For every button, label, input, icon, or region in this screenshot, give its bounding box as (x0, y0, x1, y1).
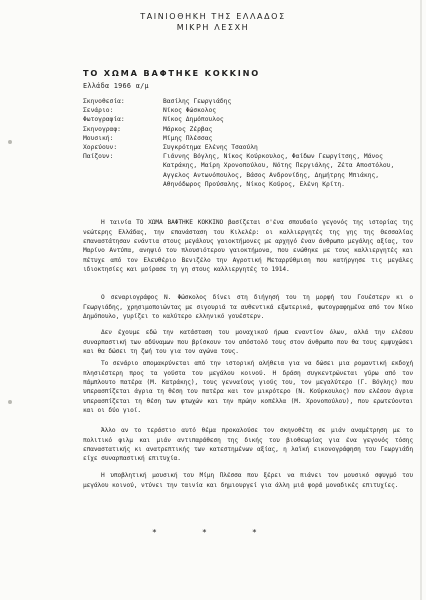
body-paragraph: Ο σεναριογράφος Ν. Φώσκολος δίνει στη διήγησή του τη μορφή του Γουέστερν κι ο Γεωργιάδης, χρησιμοποιώντας με σιγουριά τα αυθεντικά εξωτερικά, φωτογραφημένα από τον Νίκο Δημόπουλο, γυρίζει το καλύτερο ελληνικό γουέστερν. (83, 294, 413, 320)
credit-value: Νίκος Φώσκολος (163, 107, 217, 115)
credit-label: Χορεύουν: (83, 144, 118, 152)
binder-punch-hole (8, 140, 12, 144)
body-paragraph: Δεν έχουμε εδώ την κατάσταση του μοναχικού ήρωα εναντίον όλων, αλλά την ελέσου συναρπαστική των αδύναμων που βρίσκουν τον απόστολό τους στον άνθρωπο που θα τους εμψυχώσει και θα δώσει τη ζωή του για τον αγώνα τους. (83, 329, 413, 355)
credit-row-director (83, 97, 413, 106)
body-paragraph: Το σενάριο απομακρύνεται από την ιστορική αλήθεια για να δώσει μια ρομαντική εκδοχή πλησιέστερη προς τα γούστα του μεγάλου κοινού. Η δράση συγκεντρώνεται γύρω από τον πάμπλουτο πατέρα (Μ. Κατράκης), τους γενναίους γιούς του, τον μεγαλύτερο (Γ. Βόγλης) που υπερασπίζεται άγρια τη θέση του πατέρα και τον μικρότερο (Ν. Κούρκουλος) που ελέσου άγρια υπερασπίζεται τη θέση των φτωχών και την πρώην κοπέλλα (Μ. Χρονοπούλου), που ερωτεύονται και οι δύο γιοί. (83, 360, 413, 415)
credit-value: Γιάννης Βόγλης, Νίκος Κούρκουλος, Φαίδων Γεωργίτσης, Μάνος Κατράκης, Μαίρη Χρονοπούλου, Νότης Περγιάλης, Ζέτα Αποστόλου, Αγγελος Αντωνόπουλος, Βάσος Ανδρονίδης, Δημήτρης Μπιάκης, Αθηνόδωρος Προύσαλης, Νίκος Κούρος, Ελένη Κρίτη. (163, 153, 395, 188)
credit-row-music (83, 134, 413, 143)
body-paragraph: Η ταινία ΤΟ ΧΩΜΑ ΒΑΦΤΗΚΕ ΚΟΚΚΙΝΟ βασίζεται σ'ένα σπουδαίο γεγονός της ιστορίας της νεώτερης Ελλάδας, την επανάσταση του Κιλελέρ: οι καλλιεργητές της γης της Θεσσαλίας επαναστάτησαν ενάντια στους μεγάλους γαιοκτήμονες με αρχηγό έναν άνθρωπο μεγάλης αξίας, τον Μαρίνο Αντύπα, ανηψιό του πλουσιότερου γαιοκτήμονα, που ενώθηκε με τους καλλιεργητές και πέτυχε από τον Ελευθέριο Βενιζέλο την Αγροτική Μεταρρύθμιση που κατήργησε τις μεγάλες ιδιοκτησίες και μοίρασε τη γη στους καλλιεργητές το 1914. (83, 219, 413, 274)
credits-list (83, 97, 413, 189)
credit-value: Μίμης Πλέσσας (163, 134, 213, 142)
credit-label: Σκηνογραφ: (83, 125, 121, 133)
archive-name: ΤΑΙΝΙΟΘΗΚΗ ΤΗΣ ΕΛΛΑΔΟΣ (140, 12, 286, 21)
credit-value: Νίκος Δημόπουλος (163, 116, 224, 124)
binder-punch-hole (8, 400, 12, 404)
credit-row-photography (83, 115, 413, 124)
credit-value: Συγκρότημα Ελένης Τσαούλη (163, 144, 258, 152)
credit-row-set-design (83, 125, 413, 134)
paper-edge-shadow (420, 0, 422, 600)
asterisk-mark: * (252, 528, 257, 537)
asterisk-mark: * (202, 528, 207, 537)
credit-label: Παίζουν: (83, 153, 114, 161)
credit-value: Βασίλης Γεωργιάδης (163, 98, 232, 105)
credit-label: Φωτογραφία: (83, 116, 125, 124)
asterisk-mark: * (152, 528, 157, 537)
film-title: ΤΟ ΧΩΜΑ ΒΑΦΤΗΚΕ ΚΟΚΚΙΝΟ (83, 68, 261, 78)
body-paragraph: Άλλο αν το τεράστιο αυτό θέμα προκαλούσε τον σκηνοθέτη σε μιάν αναμέτρηση με το πολιτικό φιλμ και μιάν αντιπαράθεση της δικής του βιοθεωρίας για ένα γεγονός τόσης επαναστατικής κι ανατρεπτικής των κατεστημένων αξίας, η λαϊκή εικονογράφηση του Γεωργιάδη είχε συναρπαστική επιτυχία. (83, 427, 413, 463)
credit-row-cast (83, 152, 413, 189)
credit-row-dancers (83, 143, 413, 152)
club-name: ΜΙΚΡΗ ΛΕΣΧΗ (176, 23, 250, 32)
credit-row-screenplay (83, 106, 413, 115)
credit-label: Σκηνοθεσία: (83, 98, 125, 105)
credit-label: Σενάριο: (83, 107, 114, 115)
film-date-line: Ελλάδα 1966 α/μ (83, 82, 149, 90)
credit-value: Μάρκος Ζέρβας (163, 125, 213, 133)
body-paragraph: Η υποβλητική μουσική του Μίμη Πλέσσα που ξέρει να πιάνει τον μουσικό σφυγμό του μεγάλου κοινού, ντύνει την ταινία και δημιουργεί για άλλη μιά φορά μοναδικές επιτυχίες. (83, 472, 413, 489)
credit-label: Μουσική: (83, 134, 114, 142)
